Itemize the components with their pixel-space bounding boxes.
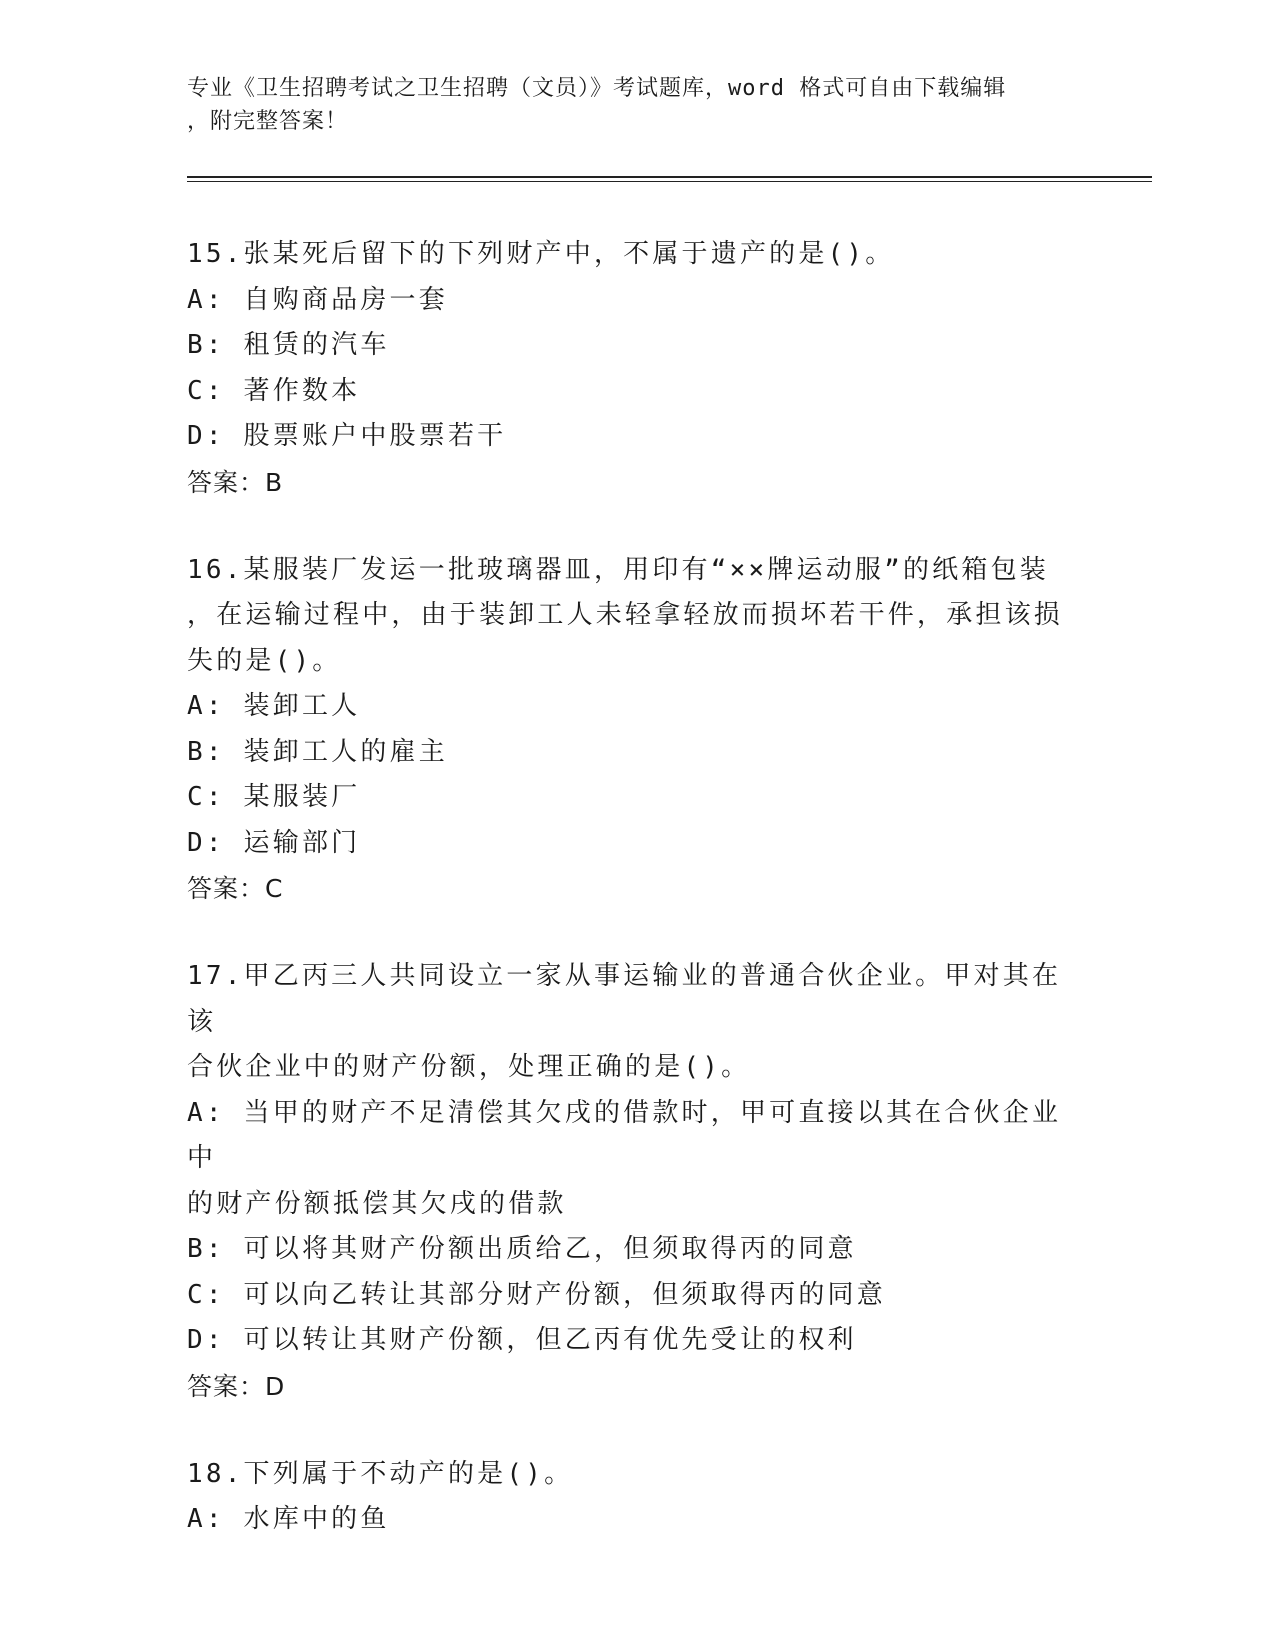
- question-stem-line: 合伙企业中的财产份额，处理正确的是()。: [187, 1052, 751, 1082]
- question-stem-line: ，在运输过程中，由于装卸工人未轻拿轻放而损坏若干件，承担该损: [187, 600, 1064, 630]
- option-line: B: 租赁的汽车: [187, 330, 390, 360]
- question-stem-line: 失的是()。: [187, 645, 342, 676]
- document-header: [187, 72, 1067, 138]
- answer-line: 答案：B: [187, 467, 284, 497]
- option-line: C: 著作数本: [187, 375, 361, 406]
- question-stem-line: 17.甲乙丙三人共同设立一家从事运输业的普通合伙企业。甲对其在该: [187, 961, 1062, 1037]
- question-block: [187, 232, 1087, 506]
- question-stem-line: 18.下列属于不动产的是()。: [187, 1458, 574, 1489]
- option-line: A: 自购商品房一套: [187, 284, 448, 315]
- answer-line: 答案：C: [187, 874, 284, 903]
- question-block: [187, 954, 1087, 1410]
- answer-line: 答案：D: [187, 1371, 286, 1401]
- option-line: D: 可以转让其财产份额，但乙丙有优先受让的权利: [187, 1325, 857, 1355]
- question-block: [187, 1452, 1087, 1543]
- header-line-1: 专业《卫生招聘考试之卫生招聘（文员）》考试题库，word 格式可自由下载编辑: [187, 76, 1007, 101]
- question-stem-line: 15.张某死后留下的下列财产中，不属于遗产的是()。: [187, 239, 895, 269]
- header-rule-thin: [187, 181, 1152, 182]
- option-line: C: 某服装厂: [187, 782, 361, 812]
- header-rule-thick: [187, 176, 1152, 178]
- option-line: D: 运输部门: [187, 827, 361, 858]
- option-line: A: 水库中的鱼: [187, 1504, 390, 1534]
- question-stem-line: 16.某服装厂发运一批玻璃器皿，用印有“××牌运动服”的纸箱包装: [187, 554, 1049, 585]
- question-block: [187, 548, 1087, 913]
- option-line: B: 可以将其财产份额出质给乙，但须取得丙的同意: [187, 1234, 857, 1264]
- option-line: B: 装卸工人的雇主: [187, 736, 448, 767]
- option-line: A: 装卸工人: [187, 691, 361, 721]
- question-list: [187, 232, 1087, 1585]
- header-line-2: ，附完整答案！: [187, 109, 349, 134]
- option-line: 的财产份额抵偿其欠戌的借款: [187, 1188, 567, 1219]
- option-line: D: 股票账户中股票若干: [187, 421, 507, 451]
- option-line: C: 可以向乙转让其部分财产份额，但须取得丙的同意: [187, 1279, 886, 1310]
- option-line: A: 当甲的财产不足清偿其欠戌的借款时，甲可直接以其在合伙企业中: [187, 1097, 1062, 1173]
